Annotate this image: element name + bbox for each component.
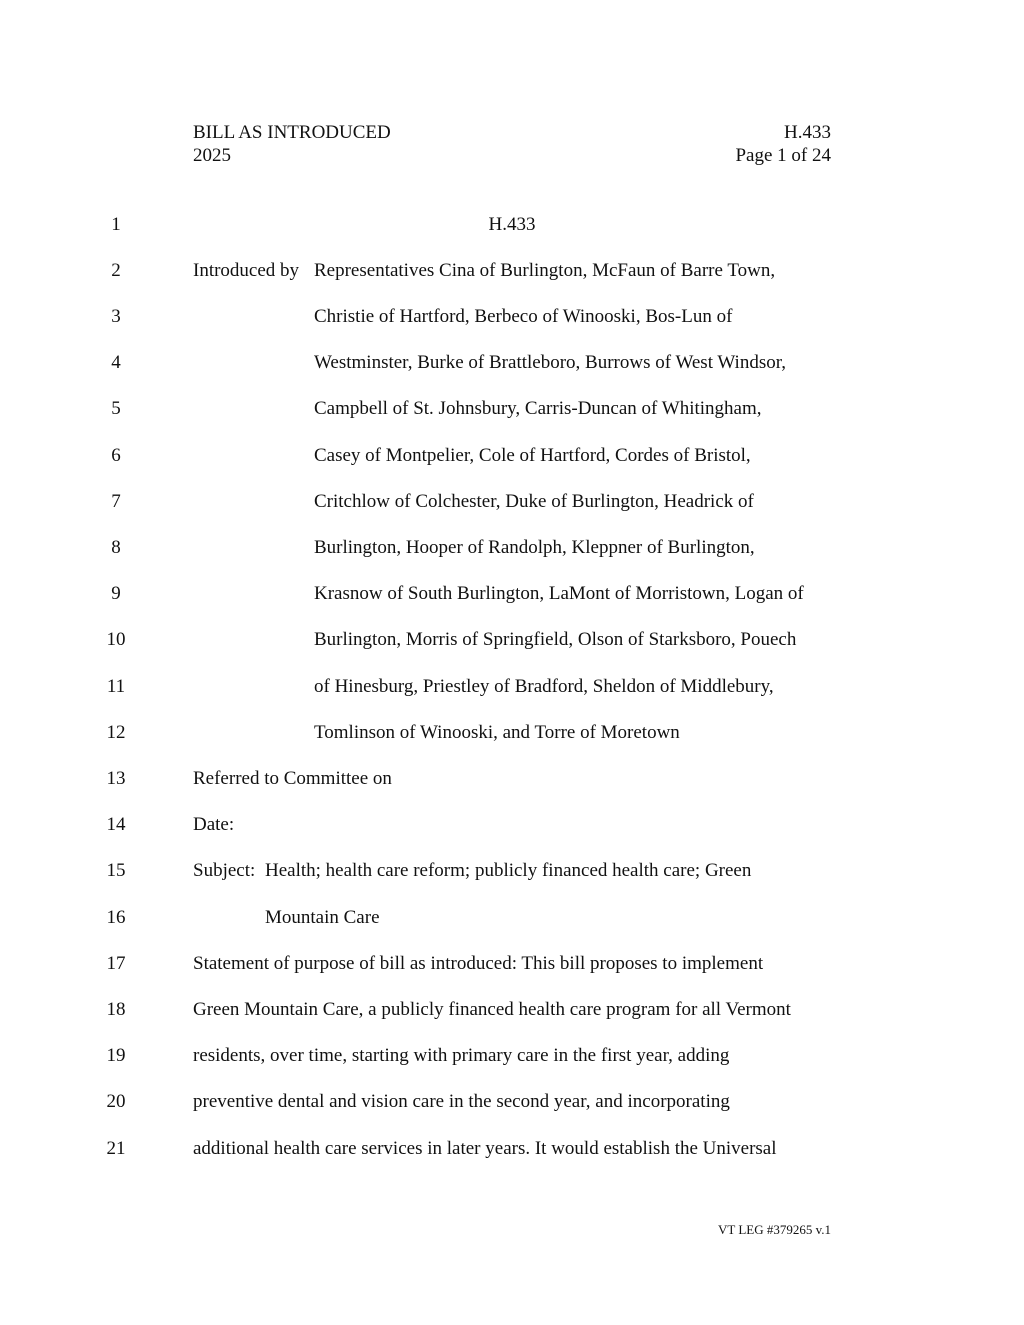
line-number: 6 (111, 445, 121, 466)
subject-text: Health; health care reform; publicly financed health care; Green (265, 860, 752, 881)
statement-line: additional health care services in later years. It would establish the Universal (193, 1138, 777, 1159)
referred-to-committee: Referred to Committee on (193, 768, 392, 789)
bill-status: BILL AS INTRODUCED (193, 122, 391, 143)
line-number: 7 (111, 491, 121, 512)
line-number: 18 (106, 999, 126, 1020)
line-number: 17 (106, 953, 126, 974)
statement-line: Statement of purpose of bill as introduced: This bill proposes to implement (193, 953, 764, 974)
line-number: 14 (106, 814, 126, 835)
line-number: 10 (106, 629, 126, 650)
line-number: 8 (111, 537, 121, 558)
bill-number: H.433 (784, 122, 831, 143)
sponsor-line: Burlington, Morris of Springfield, Olson of Starksboro, Pouech (314, 629, 797, 650)
bill-title: H.433 (488, 214, 536, 235)
sponsor-line: Representatives Cina of Burlington, McFaun of Barre Town, (314, 260, 776, 281)
line-number: 4 (111, 352, 121, 373)
page-header-left (193, 121, 391, 167)
line-number: 12 (106, 722, 126, 743)
line-number: 16 (106, 907, 126, 928)
sponsor-line: Tomlinson of Winooski, and Torre of Moretown (314, 722, 680, 743)
document-id-footer: VT LEG #379265 v.1 (717, 1222, 831, 1237)
statement-line: residents, over time, starting with primary care in the first year, adding (193, 1045, 730, 1066)
line-number: 3 (111, 306, 121, 327)
bill-year: 2025 (193, 145, 231, 166)
sponsor-line: Burlington, Hooper of Randolph, Kleppner of Burlington, (314, 537, 755, 558)
sponsor-line: Westminster, Burke of Brattleboro, Burrows of West Windsor, (314, 352, 787, 373)
line-number: 13 (106, 768, 126, 789)
line-number: 5 (111, 398, 121, 419)
line-number: 1 (111, 214, 121, 235)
introduced-by-label: Introduced by (193, 260, 300, 281)
line-number: 15 (106, 860, 126, 881)
sponsor-line: Casey of Montpelier, Cole of Hartford, Cordes of Bristol, (314, 445, 751, 466)
sponsor-line: Campbell of St. Johnsbury, Carris-Duncan of Whitingham, (314, 398, 762, 419)
sponsor-line: of Hinesburg, Priestley of Bradford, Sheldon of Middlebury, (314, 676, 774, 697)
line-number: 11 (106, 676, 126, 697)
page-indicator: Page 1 of 24 (735, 145, 831, 166)
statement-line: preventive dental and vision care in the second year, and incorporating (193, 1091, 730, 1112)
line-number: 19 (106, 1045, 126, 1066)
subject-label: Subject: (193, 860, 256, 881)
line-number: 9 (111, 583, 121, 604)
sponsor-line: Christie of Hartford, Berbeco of Winooski, Bos-Lun of (314, 306, 733, 327)
line-number: 21 (106, 1138, 126, 1159)
sponsor-line: Krasnow of South Burlington, LaMont of Morristown, Logan of (314, 583, 804, 604)
sponsor-line: Critchlow of Colchester, Duke of Burlington, Headrick of (314, 491, 754, 512)
line-number: 20 (106, 1091, 126, 1112)
page-header-right (735, 121, 831, 167)
date-label: Date: (193, 814, 235, 835)
statement-line: Green Mountain Care, a publicly financed health care program for all Vermont (193, 999, 791, 1020)
subject-text: Mountain Care (265, 907, 380, 928)
line-number: 2 (111, 260, 121, 281)
